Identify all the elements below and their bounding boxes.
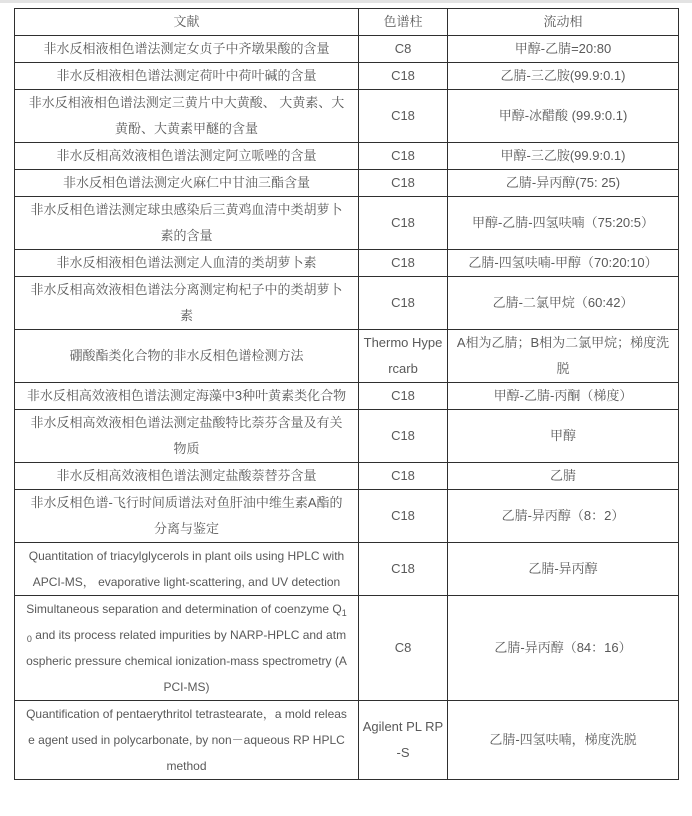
table-row (15, 330, 679, 383)
subscript-text: 10 (26, 608, 347, 644)
table-row (15, 410, 679, 463)
mobile-phase-cell: 乙腈 (448, 463, 679, 490)
column-type-cell: C8 (359, 596, 448, 701)
table-row (15, 383, 679, 410)
column-type-cell: C18 (359, 490, 448, 543)
column-type-cell: C18 (359, 463, 448, 490)
table-row (15, 197, 679, 250)
literature-cell: 非水反相液相色谱法测定三黄片中大黄酸、 大黄素、大黄酚、大黄素甲醚的含量 (15, 90, 359, 143)
table-row (15, 277, 679, 330)
mobile-phase-cell: 乙腈-二氯甲烷（60:42） (448, 277, 679, 330)
mobile-phase-cell: 甲醇 (448, 410, 679, 463)
literature-cell: 非水反相高效液相色谱法测定盐酸特比萘芬含量及有关物质 (15, 410, 359, 463)
table-row (15, 36, 679, 63)
literature-cell: Quantification of pentaerythritol tetrastearate，a mold release agent used in polycarbonate, by non－aqueous RP HPLC method (15, 701, 359, 780)
literature-cell: 非水反相色谱-飞行时间质谱法对鱼肝油中维生素A酯的分离与鉴定 (15, 490, 359, 543)
mobile-phase-cell: 乙腈-四氢呋喃-甲醇（70:20:10） (448, 250, 679, 277)
literature-cell (15, 596, 359, 701)
mobile-phase-cell: 甲醇-冰醋酸 (99.9:0.1) (448, 90, 679, 143)
column-type-cell: C18 (359, 143, 448, 170)
table-row (15, 543, 679, 596)
literature-cell: 非水反相色谱法测定球虫感染后三黄鸡血清中类胡萝卜素的含量 (15, 197, 359, 250)
literature-cell: 非水反相高效液相色谱法测定阿立哌唑的含量 (15, 143, 359, 170)
column-type-cell: C18 (359, 277, 448, 330)
mobile-phase-cell: 乙腈-异丙醇（84：16） (448, 596, 679, 701)
mobile-phase-cell: 乙腈-异丙醇（8：2） (448, 490, 679, 543)
mobile-phase-cell: 甲醇-乙腈-四氢呋喃（75:20:5） (448, 197, 679, 250)
table-row (15, 463, 679, 490)
literature-cell: 非水反相高效液相色谱法测定盐酸萘替芬含量 (15, 463, 359, 490)
column-type-cell: C18 (359, 170, 448, 197)
table-row (15, 701, 679, 780)
column-type-cell: Agilent PL RP-S (359, 701, 448, 780)
header-mobile-phase: 流动相 (448, 9, 679, 36)
top-divider (0, 0, 692, 3)
column-type-cell: C18 (359, 63, 448, 90)
literature-cell: 非水反相液相色谱法测定女贞子中齐墩果酸的含量 (15, 36, 359, 63)
column-type-cell: C8 (359, 36, 448, 63)
literature-text: and its process related impurities by NARP-HPLC and atmospheric pressure chemical ionization-mass spectrometry (APCI-MS) (26, 628, 347, 694)
mobile-phase-cell: 乙腈-异丙醇 (448, 543, 679, 596)
mobile-phase-cell: 乙腈-三乙胺(99.9:0.1) (448, 63, 679, 90)
table-row (15, 90, 679, 143)
literature-cell: 非水反相液相色谱法测定人血清的类胡萝卜素 (15, 250, 359, 277)
header-literature: 文献 (15, 9, 359, 36)
column-type-cell: C18 (359, 90, 448, 143)
mobile-phase-cell: 甲醇-乙腈-丙酮（梯度） (448, 383, 679, 410)
table-container (14, 8, 679, 780)
column-type-cell: C18 (359, 410, 448, 463)
table-row (15, 596, 679, 701)
literature-cell: 非水反相高效液相色谱法测定海藻中3种叶黄素类化合物 (15, 383, 359, 410)
mobile-phase-cell: 乙腈-异丙醇(75: 25) (448, 170, 679, 197)
literature-cell: 非水反相高效液相色谱法分离测定枸杞子中的类胡萝卜素 (15, 277, 359, 330)
literature-cell: 非水反相液相色谱法测定荷叶中荷叶碱的含量 (15, 63, 359, 90)
mobile-phase-cell: 甲醇-三乙胺(99.9:0.1) (448, 143, 679, 170)
column-type-cell: Thermo Hypercarb (359, 330, 448, 383)
column-type-cell: C18 (359, 197, 448, 250)
header-column: 色谱柱 (359, 9, 448, 36)
mobile-phase-cell: 甲醇-乙腈=20:80 (448, 36, 679, 63)
table-row (15, 490, 679, 543)
table-header-row (15, 9, 679, 36)
mobile-phase-cell: 乙腈-四氢呋喃，梯度洗脱 (448, 701, 679, 780)
table-row (15, 63, 679, 90)
literature-cell: 非水反相色谱法测定火麻仁中甘油三酯含量 (15, 170, 359, 197)
literature-cell: Quantitation of triacylglycerols in plant oils using HPLC with APCI-MS， evaporative light-scattering, and UV detection (15, 543, 359, 596)
column-type-cell: C18 (359, 543, 448, 596)
literature-text: Simultaneous separation and determination of coenzyme Q (26, 602, 342, 616)
table-row (15, 143, 679, 170)
table-row (15, 250, 679, 277)
literature-cell: 硼酸酯类化合物的非水反相色谱检测方法 (15, 330, 359, 383)
hplc-methods-table (14, 8, 679, 780)
table-row (15, 170, 679, 197)
mobile-phase-cell: A相为乙腈；B相为二氯甲烷；梯度洗脱 (448, 330, 679, 383)
column-type-cell: C18 (359, 250, 448, 277)
column-type-cell: C18 (359, 383, 448, 410)
